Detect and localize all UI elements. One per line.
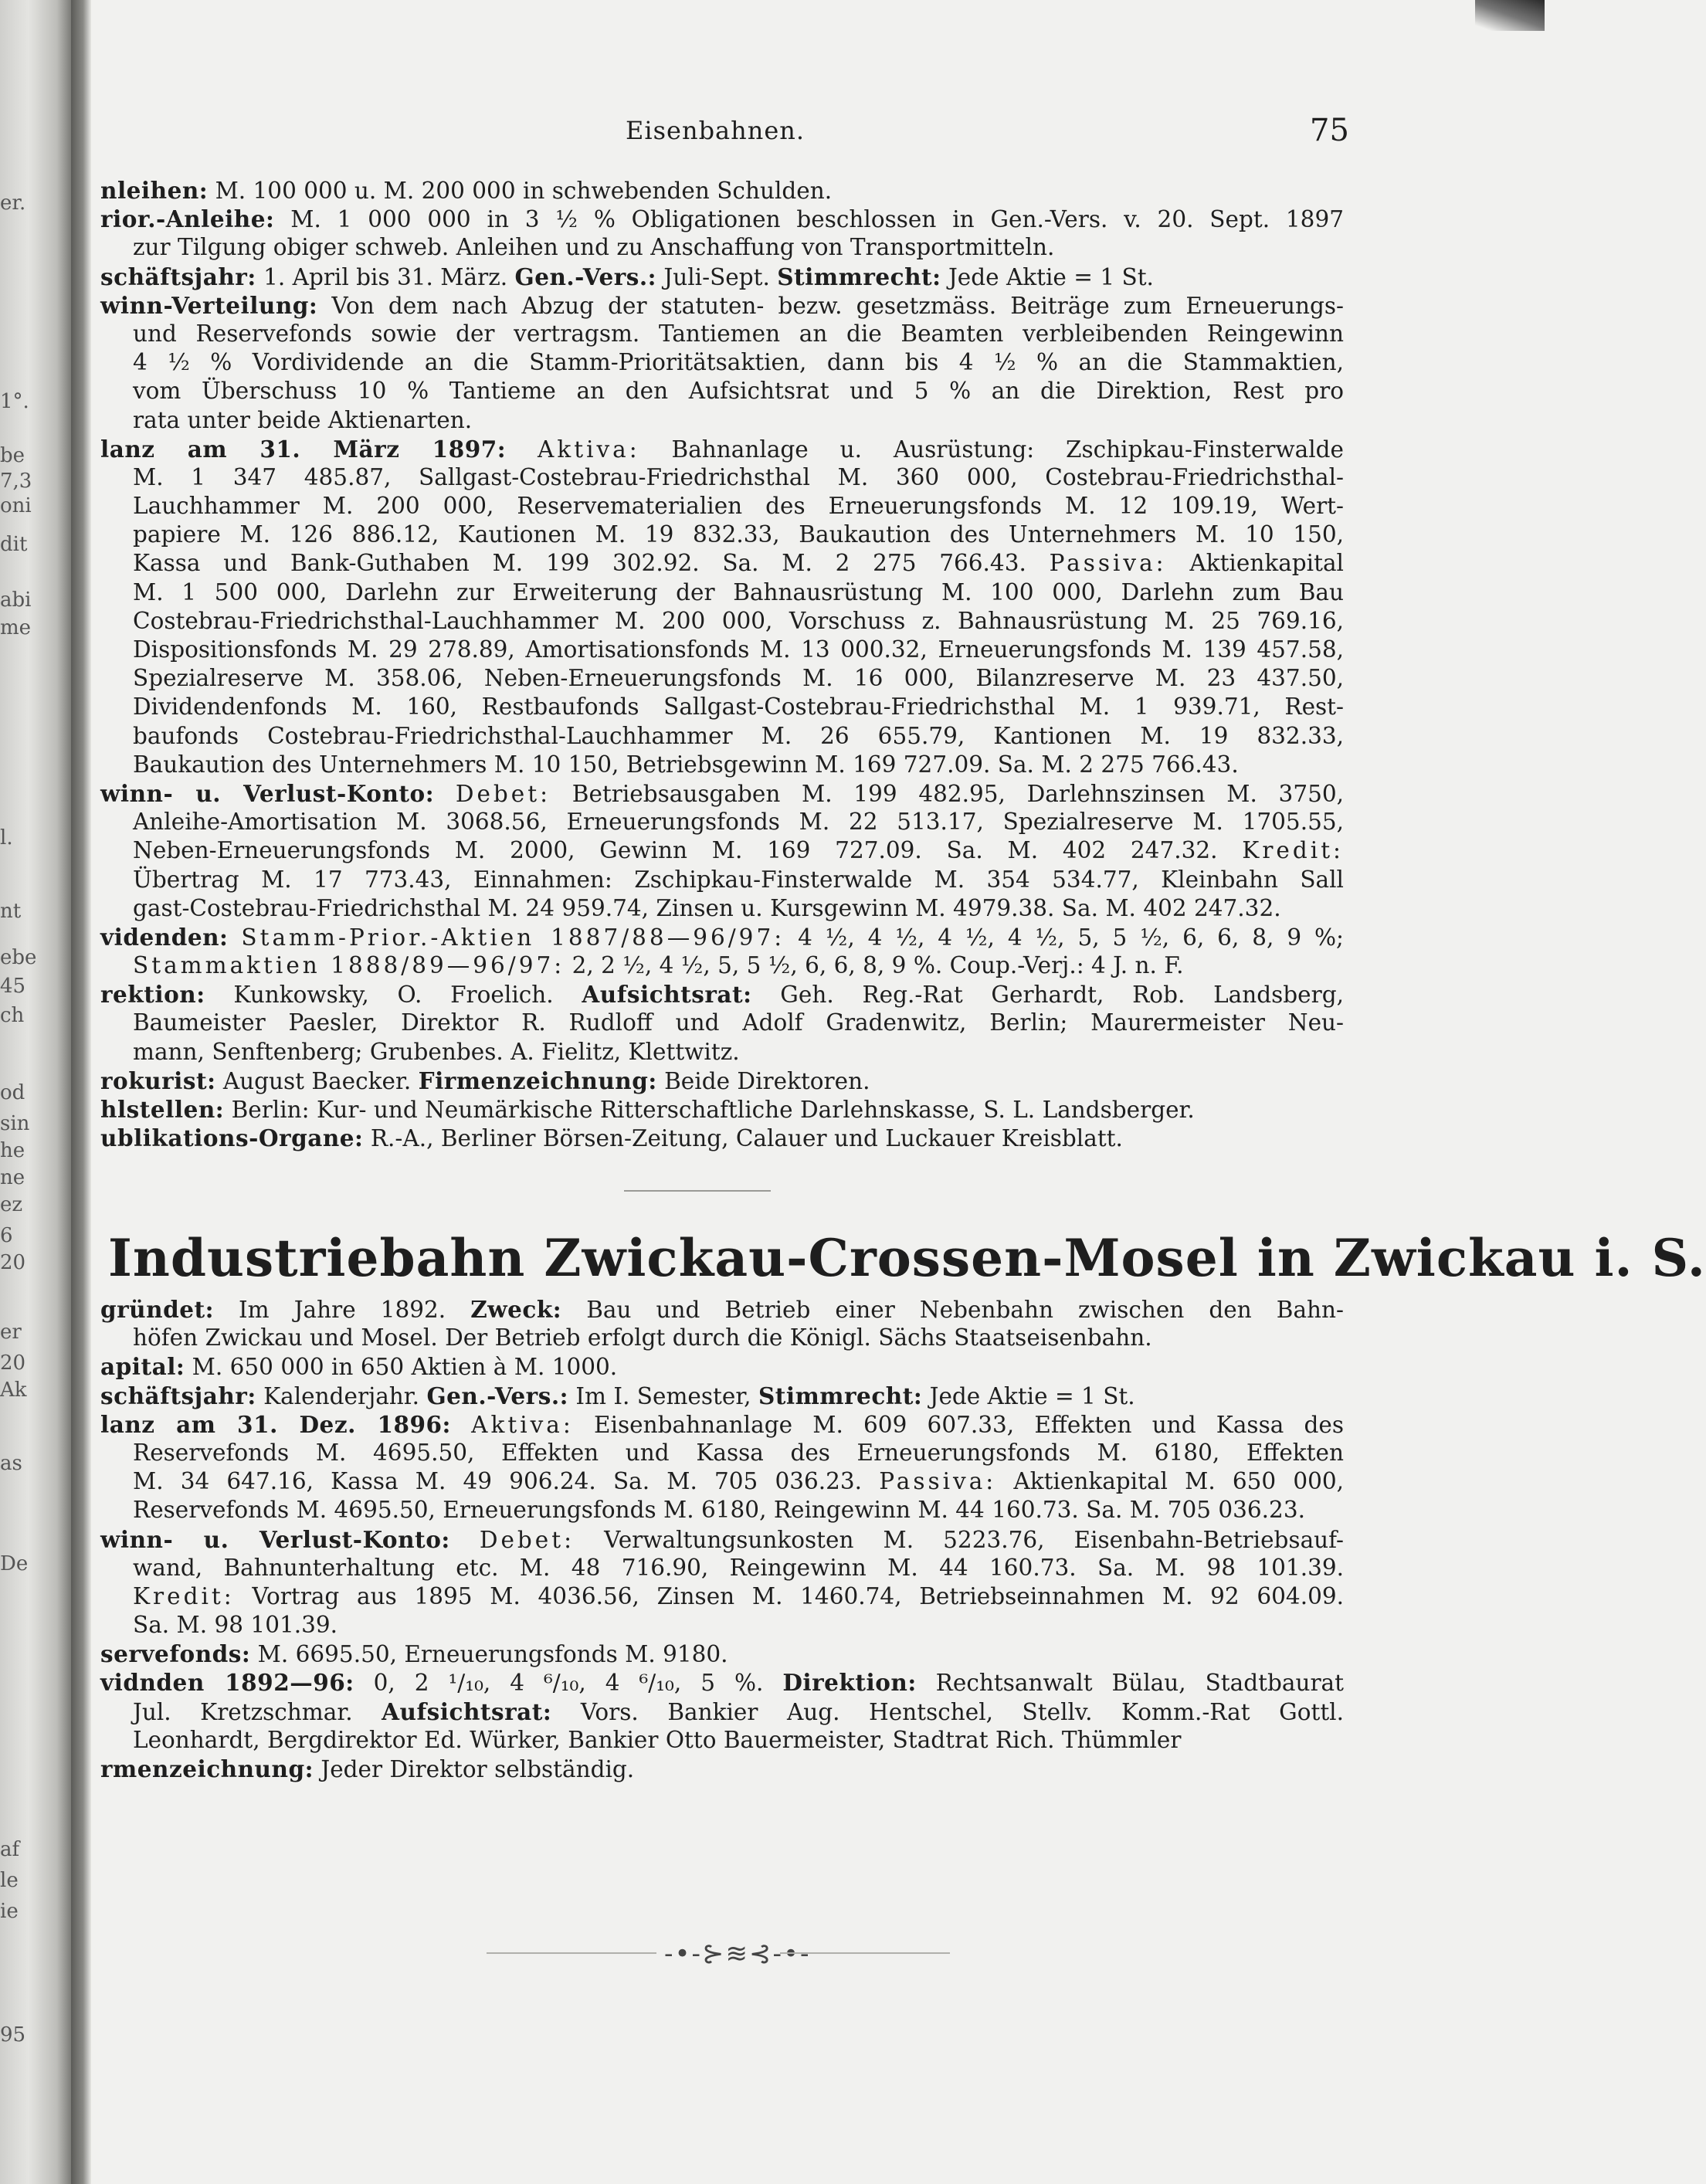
spaced-label: Aktiva: [538,436,640,463]
text-line [100,492,1344,521]
text-line [100,1697,1344,1726]
field-label: Stimmrecht: [777,263,941,290]
text-line [100,1755,1344,1783]
text-run [506,436,538,463]
margin-fragment: af [0,1838,20,1861]
text-run [434,781,456,807]
text-run: Dividendenfonds M. 160, Restbaufonds Sallgast-Costebrau-Friedrichsthal M. 1 939.71, Rest- [133,694,1344,721]
text-line [100,1467,1344,1496]
text-line [100,1611,1344,1640]
field-label: nleihen: [100,177,209,204]
text-line [100,549,1344,578]
text-run: Berlin: Kur- und Neumärkische Ritterschaftliche Darlehnskasse, S. L. Landsberger. [224,1097,1195,1123]
margin-fragment: er [0,1321,22,1344]
text-line [100,1352,1344,1381]
text-run: M. 1 000 000 in 3 ½ % Obligationen beschlossen in Gen.-Vers. v. 20. Sept. 1897 [274,206,1344,233]
text-run: 4 ½ % Vordividende an die Stamm-Prioritätsaktien, dann bis 4 ½ % an die Stammaktien, [133,349,1344,376]
text-run: Baumeister Paesler, Direktor R. Rudloff und Adolf Gradenwitz, Berlin; Maurermeister Neu- [133,1009,1344,1036]
text-line [100,1295,1344,1324]
text-line [100,751,1344,779]
margin-fragment: ne [0,1166,25,1189]
text-run: Jul. Kretzschmar. [133,1698,382,1725]
text-line [100,578,1344,607]
text-line [100,1496,1344,1524]
text-line [100,980,1344,1009]
text-run: August Baecker. [215,1067,419,1094]
margin-fragment: ch [0,1004,25,1027]
text-run: 4 ½, 4 ½, 4 ½, 4 ½, 5, 5 ½, 6, 6, 8, 9 %; [785,924,1344,951]
text-run: rata unter beide Aktienarten. [133,406,473,433]
text-run: Übertrag M. 17 773.43, Einnahmen: Zschipkau-Finsterwalde M. 354 534.77, Kleinbahn Sall [133,866,1344,893]
margin-fragment: De [0,1552,29,1575]
text-line [100,263,1344,291]
running-head-title: Eisenbahnen. [626,116,806,145]
margin-fragment: 6 [0,1224,13,1247]
text-line [100,435,1344,463]
margin-fragment: 1°. [0,390,29,413]
field-label: Zweck: [470,1296,562,1323]
margin-fragment: he [0,1139,25,1162]
text-line [100,1640,1344,1668]
spaced-label: Kredit: [133,1582,235,1609]
text-line [100,1324,1344,1352]
ornament-line-left [487,1952,656,1954]
text-line [100,951,1344,980]
text-run: M. 34 647.16, Kassa M. 49 906.24. Sa. M. 705 036.23. [133,1468,880,1495]
text-run: höfen Zwickau und Mosel. Der Betrieb erfolgt durch die Königl. Sächs Staatseisenbahn. [133,1324,1152,1351]
text-run: vom Überschuss 10 % Tantieme an den Aufsichtsrat und 5 % an die Direktion, Rest pro [133,378,1344,405]
text-run: wand, Bahnunterhaltung etc. M. 48 716.90, Reingewinn M. 44 160.73. Sa. M. 98 101.39. [133,1554,1344,1581]
margin-fragment: od [0,1081,25,1104]
text-run: Jede Aktie = 1 St. [922,1382,1135,1409]
text-run: mann, Senftenberg; Grubenbes. A. Fielitz, Klettwitz. [133,1038,740,1065]
margin-fragment: oni [0,494,32,517]
margin-fragment: l. [0,826,13,850]
text-run: Verwaltungsunkosten M. 5223.76, Eisenbahn-Betriebsauf- [575,1526,1344,1553]
margin-fragment: ez [0,1193,23,1216]
text-line [100,693,1344,721]
end-ornament: -•-⊱≋⊰-•- [664,1938,811,1969]
text-line [100,607,1344,636]
text-line [100,1582,1344,1611]
text-line [100,205,1344,233]
text-run: Lauchhammer M. 200 000, Reservematerialien des Erneuerungsfonds M. 12 109.19, Wert- [133,493,1344,520]
field-label: videnden: [100,923,229,951]
text-run: Anleihe-Amortisation M. 3068.56, Erneuerungsfonds M. 22 513.17, Spezialreserve M. 1705.55, [133,809,1344,836]
spaced-label: Stamm-Prior.-Aktien 1887/88—96/97: [241,924,785,951]
text-line [100,291,1344,320]
text-run: Jeder Direktor selbständig. [313,1756,635,1782]
field-label: Gen.-Vers.: [514,263,657,290]
text-run: M. 1 500 000, Darlehn zur Erweiterung der Bahnausrüstung M. 100 000, Darlehn zum Bau [133,578,1344,605]
page-number: 75 [1310,113,1349,148]
text-line [100,779,1344,808]
spaced-label: Debet: [455,780,551,807]
text-run: R.-A., Berliner Börsen-Zeitung, Calauer und Luckauer Kreisblatt. [363,1125,1123,1152]
margin-fragment: 95 [0,2023,26,2047]
field-label: Firmenzeichnung: [418,1067,657,1094]
text-line [100,521,1344,549]
field-label: ublikations-Organe: [100,1124,364,1152]
text-run: M. 6695.50, Erneuerungsfonds M. 9180. [250,1641,728,1668]
text-line [100,1554,1344,1582]
text-line [100,1726,1344,1755]
text-run: Costebrau-Friedrichsthal-Lauchhammer M. 200 000, Vorschuss z. Bahnausrüstung M. 25 769.16, [133,607,1344,634]
text-run: Reservefonds M. 4695.50, Effekten und Kassa des Erneuerungsfonds M. 6180, Effekten [133,1439,1344,1466]
text-run: gast-Costebrau-Friedrichsthal M. 24 959.74, Zinsen u. Kursgewinn M. 4979.38. Sa. M. 402 247.32. [133,894,1281,921]
text-run: Kunkowsky, O. Froelich. [205,982,582,1009]
field-label: lanz am 31. Dez. 1896: [100,1410,451,1438]
text-line [100,1525,1344,1554]
field-label: Stimmrecht: [758,1382,923,1409]
field-label: servefonds: [100,1640,251,1668]
margin-fragment: be [0,444,25,467]
field-label: winn- u. Verlust-Konto: [100,1525,450,1553]
field-label: winn- u. Verlust-Konto: [100,779,435,807]
text-run: Kassa und Bank-Guthaben M. 199 302.92. Sa. M. 2 275 766.43. [133,550,1050,577]
text-run: Dispositionsfonds M. 29 278.89, Amortisationsfonds M. 13 000.32, Erneuerungsfonds M. 139 457.58, [133,636,1344,663]
margin-fragment: 20 [0,1251,26,1274]
margin-fragment: sin [0,1112,30,1135]
company-heading: Industriebahn Zwickau-Crossen-Mosel in Zwickau i. S. [108,1228,1706,1288]
margin-fragment: 45 [0,975,26,998]
margin-fragment: ebe [0,946,37,969]
text-line [100,176,1344,205]
text-run: Im Jahre 1892. [213,1297,471,1323]
entry-finsterwalde-railway [100,176,1344,1152]
text-run: Eisenbahnanlage M. 609 607.33, Effekten und Kassa des [573,1411,1344,1438]
text-run: Bahnanlage u. Ausrüstung: Zschipkau-Finsterwalde [639,436,1345,463]
text-line [100,377,1344,405]
text-run: M. 100 000 u. M. 200 000 in schwebenden Schulden. [208,178,833,204]
text-line [100,406,1344,435]
text-run: Juli-Sept. [656,263,778,290]
text-line [100,1382,1344,1410]
text-run: Baukaution des Unternehmers M. 10 150, Betriebsgewinn M. 169 727.09. Sa. M. 2 275 766.43. [133,751,1239,778]
text-run [450,1527,480,1553]
text-line [100,1095,1344,1124]
field-label: rokurist: [100,1067,216,1094]
text-run: Reservefonds M. 4695.50, Erneuerungsfonds M. 6180, Reingewinn M. 44 160.73. Sa. M. 705 036.23. [133,1497,1305,1524]
field-label: schäftsjahr: [100,1382,256,1409]
text-run: Beide Direktoren. [656,1067,870,1094]
text-line [100,866,1344,894]
field-label: Gen.-Vers.: [426,1382,568,1409]
entry-zwickau-railway [100,1295,1344,1783]
margin-fragment: 20 [0,1351,26,1375]
field-label: Aufsichtsrat: [382,1697,552,1725]
field-label: Direktion: [782,1669,917,1697]
margin-fragment: abi [0,588,32,612]
text-run: Aktienkapital M. 650 000, [996,1468,1344,1495]
margin-fragment: me [0,616,32,639]
text-run: M. 1 347 485.87, Sallgast-Costebrau-Friedrichsthal M. 360 000, Costebrau-Friedrichsthal- [133,463,1344,490]
margin-fragment: as [0,1452,22,1475]
text-run: Leonhardt, Bergdirektor Ed. Würker, Bankier Otto Bauermeister, Stadtrat Rich. Thümmler [133,1726,1182,1753]
margin-fragment: ie [0,1900,19,1923]
book-gutter [71,0,91,2184]
field-label: hlstellen: [100,1096,225,1123]
field-label: winn-Verteilung: [100,291,318,319]
scan-shadow [1475,0,1545,31]
text-line [100,923,1344,951]
spaced-label: Aktiva: [471,1411,574,1438]
text-run: baufonds Costebrau-Friedrichsthal-Lauchhammer M. 26 655.79, Kantionen M. 19 832.33, [133,722,1344,749]
field-label: rior.-Anleihe: [100,205,275,233]
text-line [100,664,1344,693]
margin-fragment: nt [0,900,22,923]
text-run: zur Tilgung obiger schweb. Anleihen und zu Anschaffung von Transportmitteln. [133,234,1055,261]
text-run: Im I. Semester, [568,1382,758,1409]
text-run [228,924,241,951]
field-label: gründet: [100,1296,214,1323]
text-line [100,1038,1344,1067]
field-label: vidnden 1892—96: [100,1669,354,1697]
field-label: schäftsjahr: [100,263,256,290]
text-run: Vortrag aus 1895 M. 4036.56, Zinsen M. 1460.74, Betriebseinnahmen M. 92 604.09. [234,1582,1344,1609]
margin-fragment: 7,3 [0,470,32,493]
text-line [100,636,1344,664]
field-label: lanz am 31. März 1897: [100,435,507,463]
spaced-label: Stammaktien 1888/89—96/97: [133,952,565,979]
text-run: 0, 2 ¹/₁₀, 4 ⁶/₁₀, 4 ⁶/₁₀, 5 %. [354,1670,783,1697]
text-line [100,836,1344,865]
text-line [100,894,1344,923]
text-run: Jede Aktie = 1 St. [941,263,1154,290]
spaced-label: Debet: [479,1526,575,1553]
text-run: und Reservefonds sowie der vertragsm. Tantiemen an die Beamten verbleibenden Reingewinn [133,320,1344,347]
text-line [100,233,1344,262]
margin-fragment: er. [0,192,26,215]
text-run: papiere M. 126 886.12, Kautionen M. 19 832.33, Baukaution des Unternehmers M. 10 150, [133,521,1344,548]
text-run: Aktienkapital [1166,550,1344,577]
field-label: rektion: [100,981,205,1009]
spaced-label: Passiva: [1049,550,1167,577]
text-line [100,1439,1344,1467]
text-line [100,463,1344,492]
field-label: Aufsichtsrat: [582,981,752,1009]
text-run: Von dem nach Abzug der statuten- bezw. gesetzmäss. Beiträge zum Erneuerungs- [317,292,1344,319]
text-line [100,1668,1344,1697]
spaced-label: Passiva: [879,1468,997,1495]
text-run: Sa. M. 98 101.39. [133,1612,338,1639]
field-label: rmenzeichnung: [100,1755,314,1782]
text-run: Geh. Reg.-Rat Gerhardt, Rob. Landsberg, [751,982,1344,1009]
text-run: Kalenderjahr. [256,1382,427,1409]
section-divider [624,1190,771,1192]
text-line [100,1124,1344,1152]
text-line [100,1410,1344,1439]
text-run: Spezialreserve M. 358.06, Neben-Erneuerungsfonds M. 16 000, Bilanzreserve M. 23 437.50, [133,665,1344,692]
ornament-line-right [780,1952,950,1954]
text-line [100,1067,1344,1095]
text-run [451,1412,471,1438]
text-line [100,1009,1344,1037]
text-run: M. 650 000 in 650 Aktien à M. 1000. [185,1354,618,1381]
text-run: 1. April bis 31. März. [256,263,515,290]
field-label: apital: [100,1353,185,1381]
text-line [100,320,1344,348]
text-run: Bau und Betrieb einer Nebenbahn zwischen den Bahn- [561,1297,1344,1323]
text-run: Vors. Bankier Aug. Hentschel, Stellv. Komm.-Rat Gottl. [551,1698,1344,1725]
text-line [100,722,1344,751]
margin-fragment: dit [0,533,28,556]
text-line [100,808,1344,836]
text-run: Rechtsanwalt Bülau, Stadtbaurat [916,1670,1344,1697]
margin-fragment: Ak [0,1379,27,1402]
margin-fragment: le [0,1869,19,1892]
text-run: Neben-Erneuerungsfonds M. 2000, Gewinn M. 169 727.09. Sa. M. 402 247.32. [133,837,1243,864]
spaced-label: Kredit: [1242,837,1344,864]
running-head [0,113,1545,148]
text-run: Betriebsausgaben M. 199 482.95, Darlehnszinsen M. 3750, [551,780,1345,807]
text-line [100,348,1344,377]
text-run: 2, 2 ½, 4 ½, 5, 5 ½, 6, 6, 8, 9 %. Coup.-Verj.: 4 J. n. F. [565,952,1184,979]
